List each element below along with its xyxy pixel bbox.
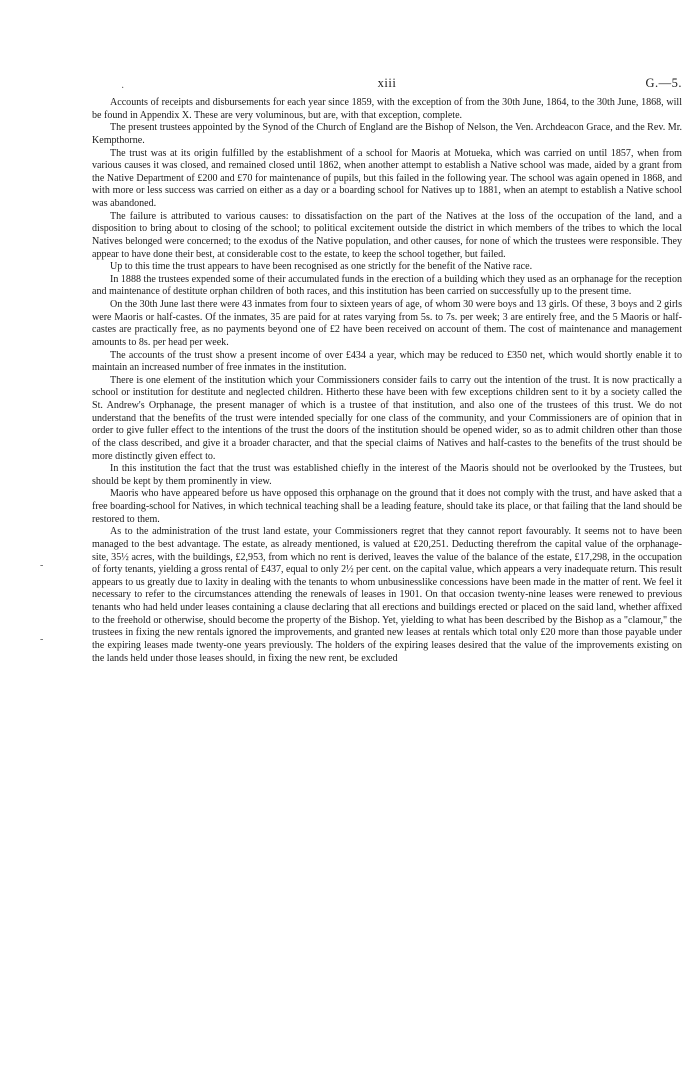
margin-mark: · <box>121 83 125 94</box>
margin-mark: - <box>40 560 44 571</box>
paragraph: The present trustees appointed by the Synod of the Church of England are the Bishop of Nelson, the Ven. Archdeacon Grace, and the Rev. Mr. Kempthorne. <box>92 122 682 146</box>
paragraph: In 1888 the trustees expended some of their accumulated funds in the erection of a building which they used as an orphanage for the reception and maintenance of destitute orphan children of both races, and this institution has been carried on successfully up to the present time. <box>92 273 682 298</box>
paragraph: In this institution the fact that the trust was established chiefly in the interest of the Maoris should not be overlooked by the Trustees, but should be kept by them prominently in view. <box>92 463 682 487</box>
page-number: xiii <box>377 76 397 90</box>
paragraph: The accounts of the trust show a present income of over £434 a year, which may be reduced to £350 net, which would shortly enable it to maintain an increased number of free inmates in the institution. <box>92 349 682 374</box>
paragraph: There is one element of the institution which your Commissioners consider fails to carry out the intention of the trust. It is now practically a school or institution for destitute and neglected children. Hitherto these have been with few exceptions children sent to it by a society called the St. Andrew's Orphanage, the present manager of which is a trustee of that institution, and also one of the trustees of this trust. We do not understand that the benefits of the trust were intended specially for one class of the community, and your Commissioners are of opinion that in order to give fuller effect to the intentions of the trust the doors of the institution should be opened wider, so as to admit children other than those of the class described, and give it a broader character, and that the special claims of Natives and half-castes to the benefits of the trust should be more distinctly given effect to. <box>92 374 682 462</box>
paragraph: Maoris who have appeared before us have opposed this orphanage on the ground that it does not comply with the trust, and have asked that a free boarding-school for Natives, in which technical teaching shall be a leading feature, should take its place, or that failing that the land should be restored to them. <box>92 488 682 525</box>
paragraph: The trust was at its origin fulfilled by the establishment of a school for Maoris at Motueka, which was carried on until 1857, when from various causes it was closed, and remained closed until 1862, when another attempt to establish a Native school was made, aided by a grant from the Native Department of £200 and £70 for maintenance of pupils, but this failed in the following year. The school was again opened in 1868, and with more or less success was carried on either as a day or a boarding school for Natives up to 1881, when an atempt to establish a Native school was abandoned. <box>92 147 682 209</box>
margin-mark: - <box>40 634 44 645</box>
paragraph: As to the administration of the trust land estate, your Commissioners regret that they cannot report favourably. It seems not to have been managed to the best advantage. The estate, as already mentioned, is valued at £20,251. Deducting therefrom the capital value of the orphanage-site, 35½ acres, with the buildings, £2,953, from which no rent is derived, leaves the value of the balance of the estate, £17,298, in the occupation of forty tenants, yielding a gross rental of £437, equal to only 2½ per cent. on the capital value, which appears a very inadequate return. This result appears to us greatly due to laxity in dealing with the tenants to whom unbusinesslike concessions have been made in the matter of rent. We feel it necessary to refer to the circumstances attending the renewals of leases in 1901. On that occasion twenty-nine leases were renewed to previous tenants who had held under leases containing a clause declaring that all erections and buildings erected or placed on the said land, whether affixed to the freehold or otherwise, should become the property of the Bishop. Yet, yielding to what has been described by the Bishop as a "clamour," the trustees in fixing the new rentals ignored the improvements, and granted new leases at rentals which total only £20 more than those payable under the expiring leases made twenty-one years previously. The holders of the expiring leases desired that the value of the improvements existing on the lands held under those leases should, in fixing the new rent, be excluded <box>92 526 682 664</box>
document-reference: G.—5. <box>645 76 682 90</box>
paragraph: The failure is attributed to various causes: to dissatisfaction on the part of the Natives at the loss of the occupation of the land, and a disposition to bring about to closing of the school; to political excitement outside the district in which members of the tribes to which the local Natives belonged were concerned; to the exodus of the Native population, and other causes, for none of which the trustees were responsible. They appear to have done their best, at considerable cost to the estate, to keep the school together, but failed. <box>92 210 682 260</box>
paragraph: Accounts of receipts and disbursements for each year since 1859, with the exception of from the 30th June, 1864, to the 30th June, 1868, will be found in Appendix X. These are very voluminous, but are, with that exception, complete. <box>92 97 682 121</box>
paragraph: On the 30th June last there were 43 inmates from four to sixteen years of age, of whom 30 were boys and 13 girls. Of these, 3 boys and 2 girls were Maoris or half-castes. Of the inmates, 35 are paid for at rates varying from 5s. to 7s. per week; 3 are entirely free, and the 5 Maoris or half-castes are practically free, as no payments beyond one of £2 have been received on account of them. The cost of maintenance and management amounts to 8s. per head per week. <box>92 299 682 348</box>
page-header <box>92 76 682 96</box>
paragraph: Up to this time the trust appears to have been recognised as one strictly for the benefit of the Native race. <box>110 261 533 273</box>
body-text <box>92 97 682 665</box>
